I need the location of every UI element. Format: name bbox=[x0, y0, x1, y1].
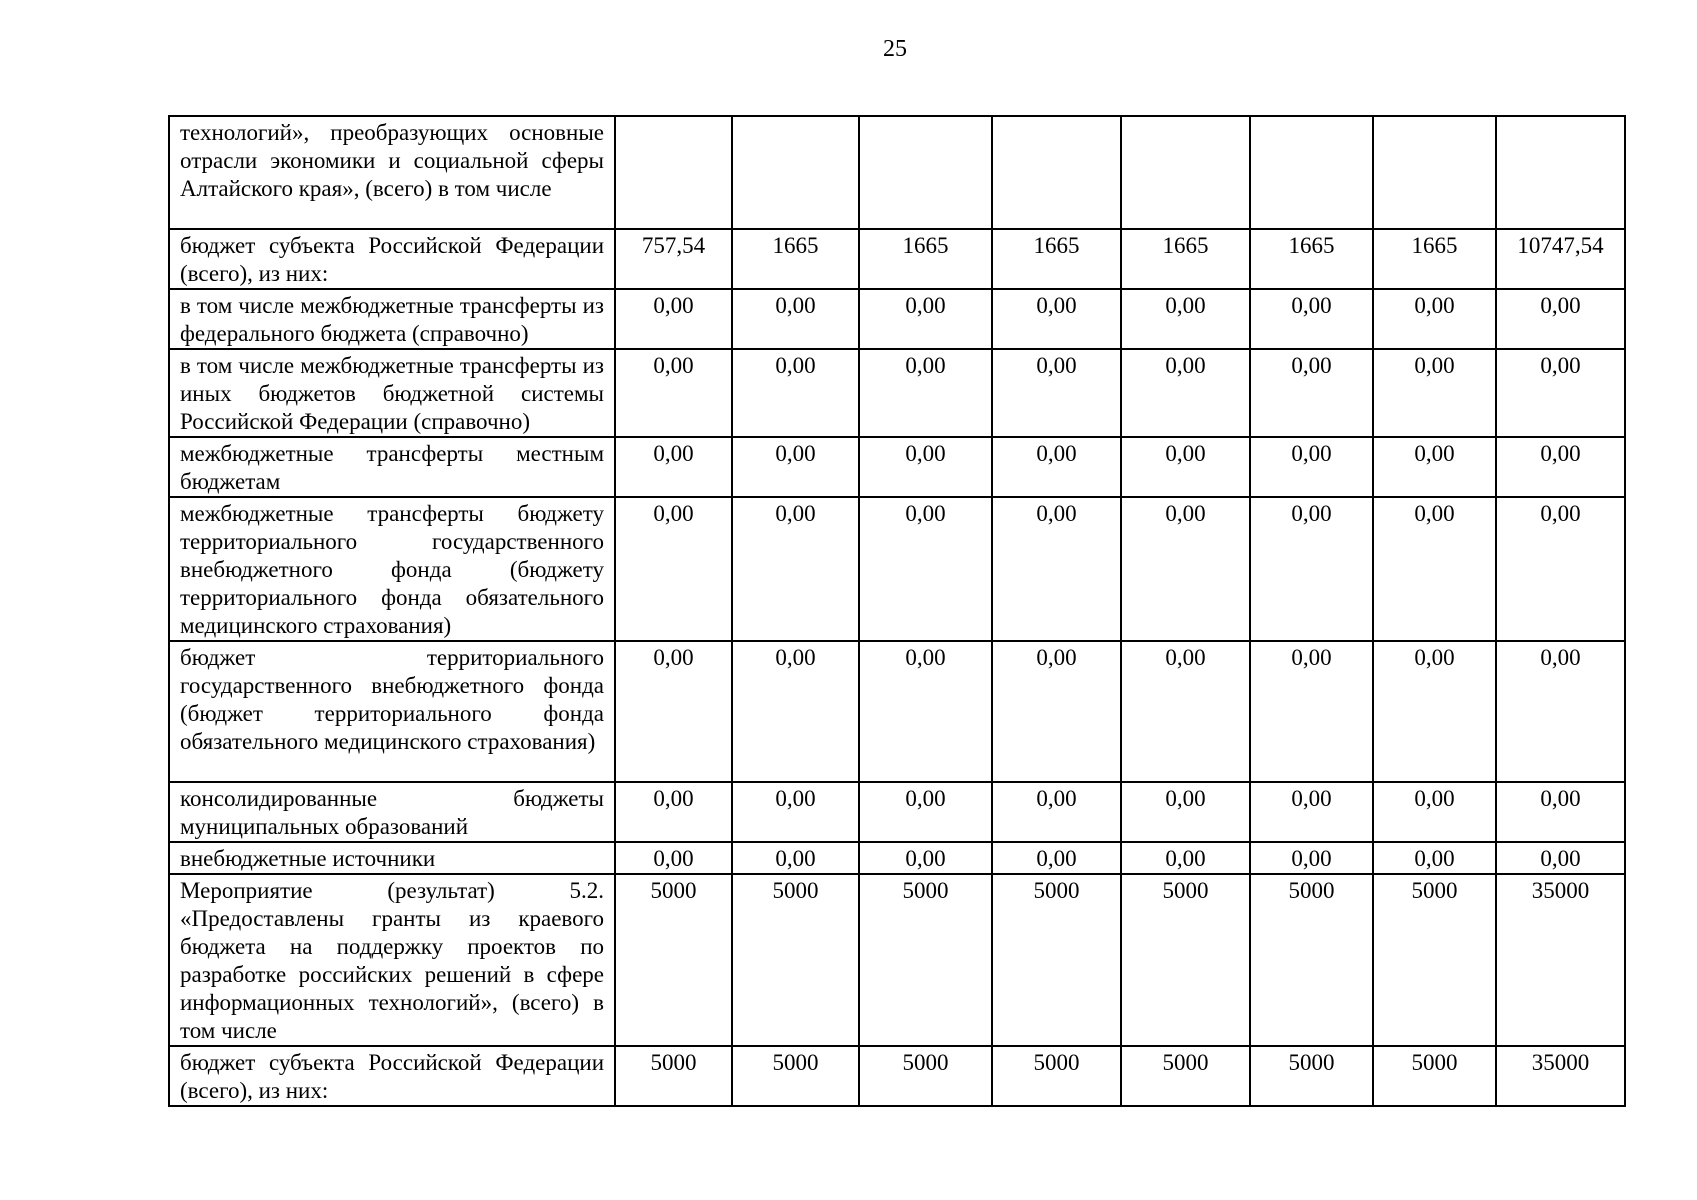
table-cell: 0,00 bbox=[1373, 497, 1496, 641]
table-cell: 1665 bbox=[732, 229, 859, 289]
table-cell: 0,00 bbox=[1121, 289, 1250, 349]
table-cell: 5000 bbox=[992, 1046, 1121, 1106]
table-cell: 0,00 bbox=[992, 842, 1121, 874]
row-label: технологий», преобразующих основные отрасли экономики и социальной сферы Алтайского края», (всего) в том числе bbox=[169, 116, 615, 229]
row-label: внебюджетные источники bbox=[169, 842, 615, 874]
table-cell: 0,00 bbox=[859, 641, 992, 782]
table-cell bbox=[615, 116, 732, 229]
row-label: межбюджетные трансферты местным бюджетам bbox=[169, 437, 615, 497]
table-cell: 0,00 bbox=[992, 437, 1121, 497]
table-cell: 0,00 bbox=[1373, 437, 1496, 497]
table-cell: 35000 bbox=[1496, 1046, 1625, 1106]
row-label: бюджет территориального государственного внебюджетного фонда (бюджет территориального фонда обязательного медицинского страхования) bbox=[169, 641, 615, 782]
table-cell: 0,00 bbox=[1496, 641, 1625, 782]
table-cell bbox=[732, 116, 859, 229]
table-cell: 0,00 bbox=[1496, 349, 1625, 437]
table-cell: 0,00 bbox=[859, 842, 992, 874]
table-cell: 0,00 bbox=[1373, 782, 1496, 842]
table-cell: 0,00 bbox=[1121, 437, 1250, 497]
table-cell: 0,00 bbox=[992, 782, 1121, 842]
table-cell: 0,00 bbox=[615, 289, 732, 349]
table-cell bbox=[1121, 116, 1250, 229]
table-cell: 5000 bbox=[732, 874, 859, 1046]
row-label: в том числе межбюджетные трансферты из иных бюджетов бюджетной системы Российской Федерации (справочно) bbox=[169, 349, 615, 437]
table-cell bbox=[859, 116, 992, 229]
table-cell: 0,00 bbox=[615, 497, 732, 641]
table-cell: 0,00 bbox=[615, 782, 732, 842]
table-cell: 0,00 bbox=[732, 349, 859, 437]
table-cell: 0,00 bbox=[992, 289, 1121, 349]
table-cell: 0,00 bbox=[615, 349, 732, 437]
row-label: межбюджетные трансферты бюджету территориального государственного внебюджетного фонда (бюджету территориального фонда обязательного медицинского страхования) bbox=[169, 497, 615, 641]
table-cell: 35000 bbox=[1496, 874, 1625, 1046]
table-cell: 0,00 bbox=[1121, 842, 1250, 874]
table-cell: 0,00 bbox=[615, 437, 732, 497]
table-cell: 0,00 bbox=[859, 349, 992, 437]
table-cell: 5000 bbox=[1373, 874, 1496, 1046]
table-cell: 0,00 bbox=[859, 289, 992, 349]
budget-table bbox=[168, 115, 1626, 1107]
table-cell: 0,00 bbox=[615, 641, 732, 782]
table-cell bbox=[1496, 116, 1625, 229]
table-cell: 5000 bbox=[1121, 874, 1250, 1046]
table-cell: 0,00 bbox=[732, 497, 859, 641]
table-cell: 5000 bbox=[1373, 1046, 1496, 1106]
table-cell: 0,00 bbox=[732, 289, 859, 349]
table-cell: 5000 bbox=[615, 1046, 732, 1106]
table-row bbox=[169, 116, 1625, 229]
table-row bbox=[169, 842, 1625, 874]
table-cell: 5000 bbox=[1250, 1046, 1373, 1106]
table-cell: 0,00 bbox=[615, 842, 732, 874]
table-cell: 5000 bbox=[859, 874, 992, 1046]
table-cell: 5000 bbox=[732, 1046, 859, 1106]
table-cell: 0,00 bbox=[732, 782, 859, 842]
table-cell: 10747,54 bbox=[1496, 229, 1625, 289]
table-row bbox=[169, 641, 1625, 782]
table-cell: 0,00 bbox=[732, 437, 859, 497]
table-cell: 1665 bbox=[1121, 229, 1250, 289]
row-label: в том числе межбюджетные трансферты из федерального бюджета (справочно) bbox=[169, 289, 615, 349]
table-cell: 0,00 bbox=[859, 437, 992, 497]
table-cell: 1665 bbox=[992, 229, 1121, 289]
table-cell: 0,00 bbox=[992, 349, 1121, 437]
table-cell: 0,00 bbox=[732, 842, 859, 874]
table-row bbox=[169, 437, 1625, 497]
table-cell: 5000 bbox=[1250, 874, 1373, 1046]
table-cell: 0,00 bbox=[1250, 641, 1373, 782]
table-cell: 0,00 bbox=[1373, 842, 1496, 874]
table-cell: 0,00 bbox=[859, 497, 992, 641]
table-row bbox=[169, 874, 1625, 1046]
table-cell: 0,00 bbox=[1250, 497, 1373, 641]
table-cell: 0,00 bbox=[1250, 782, 1373, 842]
table-cell: 0,00 bbox=[1496, 289, 1625, 349]
table-cell: 0,00 bbox=[1250, 289, 1373, 349]
table-row bbox=[169, 782, 1625, 842]
row-label: консолидированные бюджеты муниципальных образований bbox=[169, 782, 615, 842]
table-cell bbox=[1373, 116, 1496, 229]
table-cell: 0,00 bbox=[1496, 437, 1625, 497]
table-cell: 0,00 bbox=[1373, 641, 1496, 782]
table-row bbox=[169, 289, 1625, 349]
row-label: бюджет субъекта Российской Федерации (всего), из них: bbox=[169, 1046, 615, 1106]
table-row bbox=[169, 349, 1625, 437]
row-label: Мероприятие (результат) 5.2. «Предоставлены гранты из краевого бюджета на поддержку проектов по разработке российских решений в сфере информационных технологий», (всего) в том числе bbox=[169, 874, 615, 1046]
table-cell: 0,00 bbox=[1121, 497, 1250, 641]
table-cell: 5000 bbox=[992, 874, 1121, 1046]
table-cell: 0,00 bbox=[1250, 437, 1373, 497]
table-row bbox=[169, 497, 1625, 641]
table-cell: 1665 bbox=[859, 229, 992, 289]
table-cell bbox=[992, 116, 1121, 229]
table-cell: 0,00 bbox=[859, 782, 992, 842]
table-cell: 1665 bbox=[1373, 229, 1496, 289]
table-cell: 0,00 bbox=[1496, 782, 1625, 842]
table-cell: 0,00 bbox=[1496, 842, 1625, 874]
table-cell: 0,00 bbox=[1373, 289, 1496, 349]
table-cell bbox=[1250, 116, 1373, 229]
table-cell: 5000 bbox=[615, 874, 732, 1046]
table-row bbox=[169, 1046, 1625, 1106]
table-cell: 0,00 bbox=[732, 641, 859, 782]
table-cell: 0,00 bbox=[1250, 842, 1373, 874]
table-cell: 757,54 bbox=[615, 229, 732, 289]
table-cell: 0,00 bbox=[1496, 497, 1625, 641]
table-row bbox=[169, 229, 1625, 289]
table-cell: 0,00 bbox=[1121, 782, 1250, 842]
table-cell: 5000 bbox=[859, 1046, 992, 1106]
table-cell: 0,00 bbox=[1121, 641, 1250, 782]
table-cell: 0,00 bbox=[992, 641, 1121, 782]
table-cell: 1665 bbox=[1250, 229, 1373, 289]
table-cell: 0,00 bbox=[1121, 349, 1250, 437]
page-number: 25 bbox=[883, 36, 907, 62]
table-cell: 5000 bbox=[1121, 1046, 1250, 1106]
row-label: бюджет субъекта Российской Федерации (всего), из них: bbox=[169, 229, 615, 289]
table-cell: 0,00 bbox=[1250, 349, 1373, 437]
table-cell: 0,00 bbox=[992, 497, 1121, 641]
table-cell: 0,00 bbox=[1373, 349, 1496, 437]
